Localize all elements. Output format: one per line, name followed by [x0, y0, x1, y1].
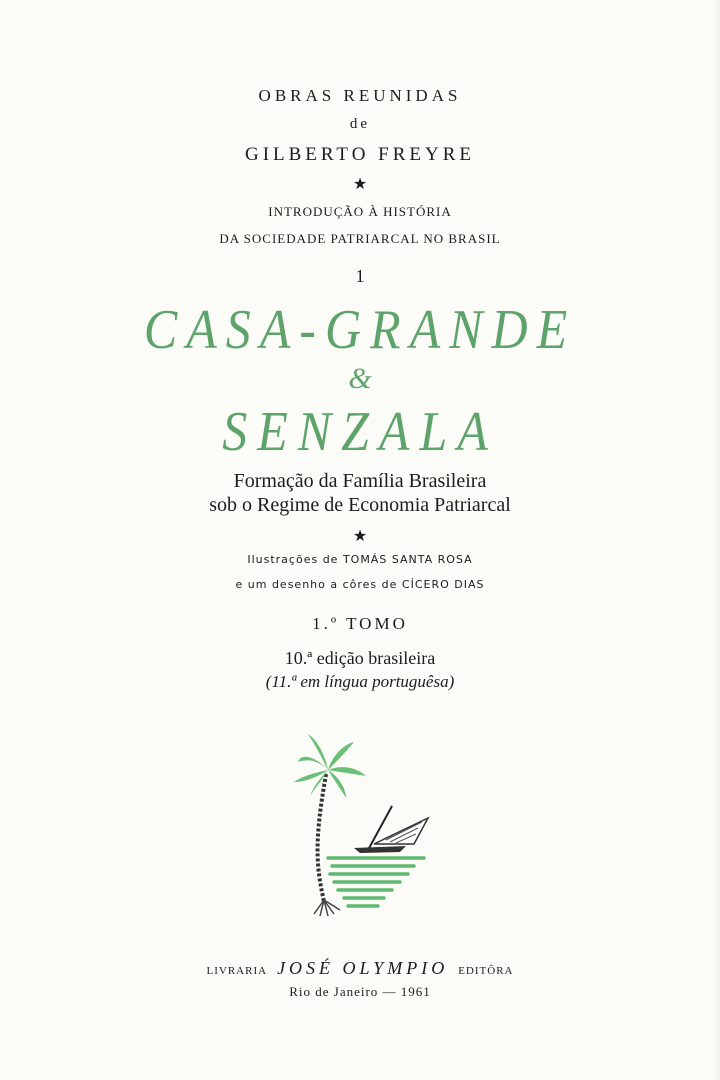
place-and-year: Rio de Janeiro — 1961: [289, 984, 431, 999]
boat-hull: [354, 846, 406, 853]
publisher-suffix: EDITÔRA: [458, 965, 514, 977]
page-edge-shadow: [714, 0, 720, 1080]
series-title-line1: INTRODUÇÃO À HISTÓRIA: [268, 204, 452, 219]
palm-trunk: [318, 774, 326, 902]
sea-waves: [328, 858, 424, 906]
star-ornament-icon: ★: [352, 176, 368, 193]
star-ornament-icon: ★: [352, 528, 368, 545]
title-ampersand: &: [348, 362, 372, 395]
book-title-line1: CASA-GRANDE: [143, 297, 577, 361]
boat-sail: [374, 818, 428, 844]
publisher-prefix: LIVRARIA: [206, 965, 268, 977]
publisher-line: [0, 958, 720, 979]
preposition-de: de: [349, 116, 371, 132]
palm-fronds: [294, 734, 366, 798]
language-edition-line: (11.ª em língua portuguêsa): [265, 672, 455, 691]
series-title-line2: DA SOCIEDADE PATRIARCAL NO BRASIL: [219, 231, 501, 246]
subtitle-line2: sob o Regime de Economia Patriarcal: [209, 494, 511, 516]
series-name: OBRAS REUNIDAS: [258, 86, 462, 105]
edition-line: 10.ª edição brasileira: [284, 648, 436, 668]
publisher-name: JOSÉ OLYMPIO: [277, 958, 449, 978]
illustrator-credit: Ilustrações de TOMÁS SANTA ROSA: [247, 553, 473, 566]
drawing-credit: e um desenho a côres de CÍCERO DIAS: [235, 578, 485, 591]
palm-tree-boat-illustration: [288, 724, 436, 920]
tomo-label: 1.º TOMO: [312, 614, 408, 633]
subtitle-line1: Formação da Família Brasileira: [233, 470, 487, 492]
book-title-line2: SENZALA: [222, 399, 498, 463]
volume-number: 1: [355, 266, 365, 286]
palm-roots: [314, 900, 340, 916]
author-name: GILBERTO FREYRE: [244, 144, 476, 165]
